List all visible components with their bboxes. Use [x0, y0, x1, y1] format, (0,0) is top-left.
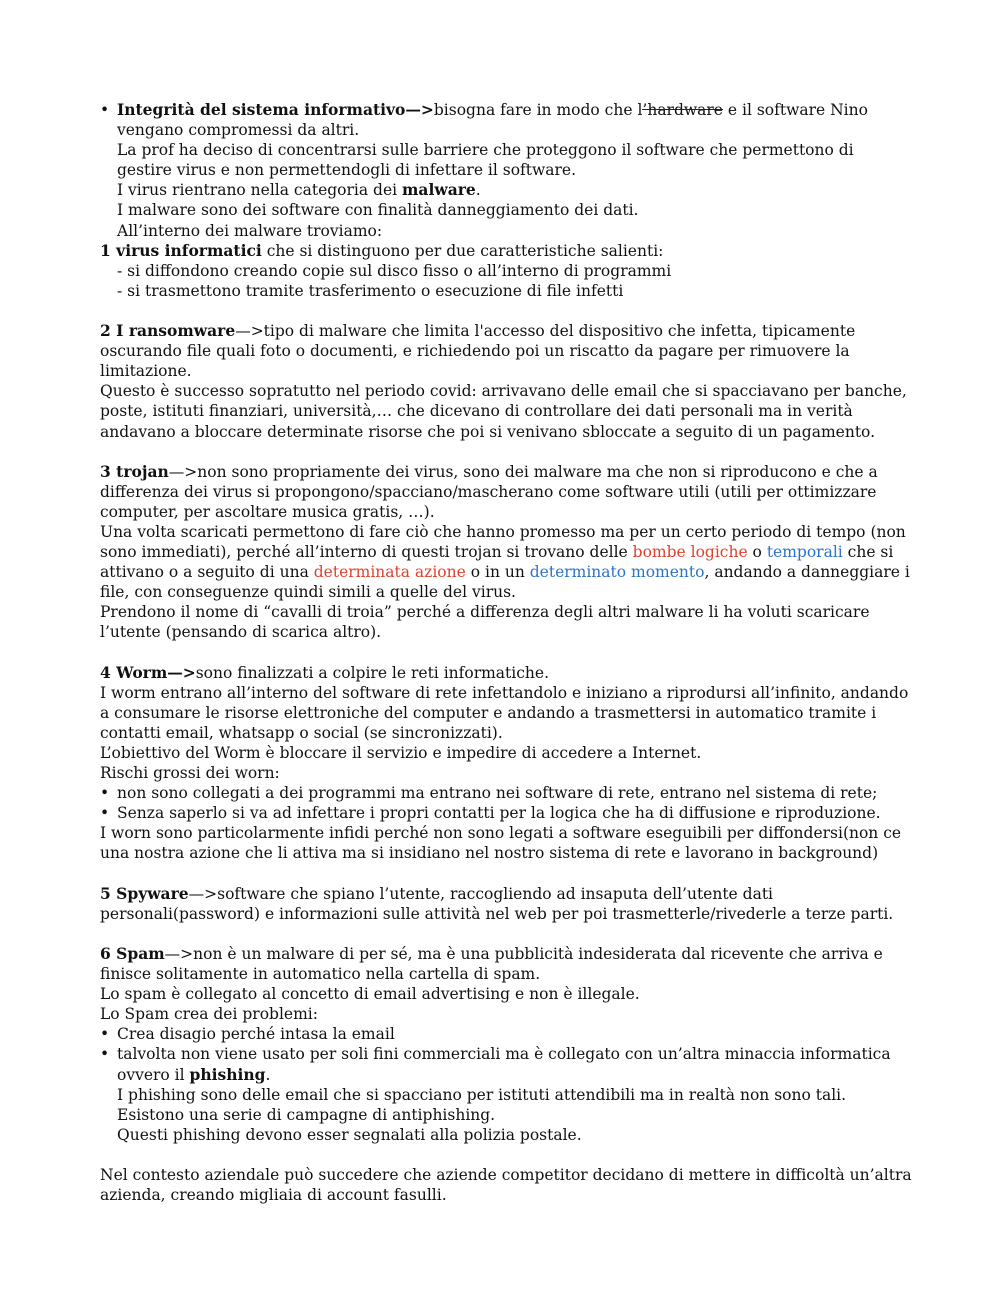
text-line: I worn sono particolarmente infidi perché non sono legati a software eseguibili per diffondersi(non ce [100, 824, 902, 843]
heading-trojan: 3 trojan [100, 461, 169, 481]
text-line: computer, per ascoltare musica gratis, …). [100, 502, 435, 521]
text-line: azienda, creando migliaia di account fasulli. [100, 1186, 447, 1205]
text-line: differenza dei virus si propongono/spacciano/mascherano come software utili (utili per ottimizzare [100, 482, 877, 501]
list-item: • talvolta non viene usato per soli fini commerciali ma è collegato con un’altra minaccia informatica [100, 1045, 891, 1064]
text-line: sono immediati), perché all’interno di questi trojan si trovano delle bombe logiche o temporali che si [100, 543, 894, 562]
heading-ransomware: 2 I ransomware [100, 321, 236, 341]
highlight-determinata-azione: determinata azione [313, 563, 466, 582]
text-line: file, con conseguenze quindi simili a quelle del virus. [100, 583, 516, 602]
bullet-glyph: • [100, 1045, 110, 1064]
heading-virus: 1 virus informatici [100, 240, 262, 260]
term-phishing: phishing [189, 1064, 266, 1084]
bullet-glyph: • [100, 804, 110, 823]
text-line: Prendono il nome di “cavalli di troia” perché a differenza degli altri malware li ha voluti scaricare [100, 603, 870, 622]
text-line: a consumare le risorse elettroniche del computer e andando a trasmettersi in automatico tramite i [100, 703, 877, 722]
heading-line-ransomware: 2 I ransomware—>tipo di malware che limita l'accesso del dispositivo che infetta, tipicamente [100, 321, 856, 341]
spacer [100, 643, 920, 663]
text-line: attivano o a seguito di una determinata azione o in un determinato momento, andando a danneggiare i [100, 563, 910, 582]
text-line: I worm entrano all’interno del software di rete infettandolo e iniziano a riprodursi all’infinito, andando [100, 683, 909, 702]
text-line: Questo è successo sopratutto nel periodo covid: arrivavano delle email che si spacciavano per banche, [100, 382, 907, 401]
heading-line-worm: 4 Worm—>sono finalizzati a colpire le reti informatiche. [100, 662, 549, 682]
bullet-glyph: • [100, 1025, 110, 1044]
text-line: I phishing sono delle email che si spacciano per istituti attendibili ma in realtà non sono tali. [117, 1085, 847, 1104]
text-line: All’interno dei malware troviamo: [117, 221, 383, 240]
text-line: Questi phishing devono esser segnalati alla polizia postale. [117, 1125, 582, 1144]
spacer [100, 301, 920, 321]
text-line: Rischi grossi dei worn: [100, 764, 280, 783]
text-line: I malware sono dei software con finalità danneggiamento dei dati. [117, 201, 639, 220]
heading-worm: 4 Worm—> [100, 662, 196, 682]
text-line: una nostra azione che li attiva ma si insidiano nel nostro sistema di rete e lavorano in background) [100, 844, 879, 863]
spacer [100, 442, 920, 462]
intro-bullet-line: • Integrità del sistema informativo—>bisogna fare in modo che l’hardware e il software Nino [100, 100, 868, 119]
spacer [100, 864, 920, 884]
text-line: contatti email, whatsapp o social (se sincronizzati). [100, 723, 503, 742]
highlight-bombe-logiche: bombe logiche [632, 543, 748, 562]
spacer [100, 924, 920, 944]
text-line: andavano a bloccare determinate risorse che poi si venivano sbloccate a seguito di un pagamento. [100, 422, 876, 441]
heading-line-spyware: 5 Spyware—>software che spiano l’utente, raccogliendo ad insaputa dell’utente dati [100, 883, 774, 903]
text-line: - si trasmettono tramite trasferimento o esecuzione di file infetti [117, 281, 624, 300]
text-line: gestire virus e non permettendogli di infettare il software. [117, 161, 577, 180]
bullet-glyph: • [100, 784, 110, 803]
list-item: • non sono collegati a dei programmi ma entrano nei software di rete, entrano nel sistema di rete; [100, 784, 878, 803]
text-line: l’utente (pensando di scarica altro). [100, 623, 382, 642]
text-line: Nel contesto aziendale può succedere che aziende competitor decidano di mettere in difficoltà un’altra [100, 1165, 912, 1184]
text-line: Lo spam è collegato al concetto di email advertising e non è illegale. [100, 985, 640, 1004]
bullet-glyph: • [100, 101, 110, 119]
text-line: personali(password) e informazioni sulle attività nel web per poi trasmetterle/rivederle a terze parti. [100, 904, 894, 923]
text-line: Esistono una serie di campagne di antiphishing. [117, 1105, 496, 1124]
text-line: Una volta scaricati permettono di fare ciò che hanno promesso ma per un certo periodo di tempo (non [100, 522, 906, 541]
struck-word: ’hardware [642, 101, 723, 119]
highlight-temporali: temporali [766, 543, 843, 562]
text-line: ovvero il phishing. [117, 1064, 271, 1084]
spacer [100, 1145, 920, 1165]
heading-line-trojan: 3 trojan—>non sono propriamente dei virus, sono dei malware ma che non si riproducono e che a [100, 461, 878, 481]
heading-integrita: Integrità del sistema informativo—> [117, 100, 434, 119]
text-line: - si diffondono creando copie sul disco fisso o all’interno di programmi [117, 261, 672, 280]
text-line: La prof ha deciso di concentrarsi sulle barriere che proteggono il software che permettono di [117, 141, 854, 160]
text-line: L’obiettivo del Worm è bloccare il servizio e impedire di accedere a Internet. [100, 744, 702, 762]
text-line: limitazione. [100, 362, 192, 381]
list-item: • Senza saperlo si va ad infettare i propri contatti per la logica che ha di diffusione e riproduzione. [100, 804, 881, 823]
term-malware: malware [402, 180, 476, 200]
heading-spam: 6 Spam [100, 943, 165, 963]
text-line: vengano compromessi da altri. [117, 121, 360, 140]
text-line: poste, istituti finanziari, università,… che dicevano di controllare dei dati personali ma in verità [100, 402, 853, 421]
text-line: I virus rientrano nella categoria dei malware. [117, 180, 481, 200]
heading-line-virus: 1 virus informatici che si distinguono per due caratteristiche salienti: [100, 240, 664, 260]
text-line: oscurando file quali foto o documenti, e richiedendo poi un riscatto da pagare per rimuovere la [100, 342, 850, 361]
highlight-determinato-momento: determinato momento [529, 563, 705, 582]
list-item: • Crea disagio perché intasa la email [100, 1025, 395, 1044]
document-body [100, 100, 920, 1205]
text-line: finisce solitamente in automatico nella cartella di spam. [100, 965, 541, 984]
heading-spyware: 5 Spyware [100, 883, 189, 903]
text-line: Lo Spam crea dei problemi: [100, 1005, 318, 1024]
heading-line-spam: 6 Spam—>non è un malware di per sé, ma è una pubblicità indesiderata dal ricevente che arriva e [100, 943, 883, 963]
